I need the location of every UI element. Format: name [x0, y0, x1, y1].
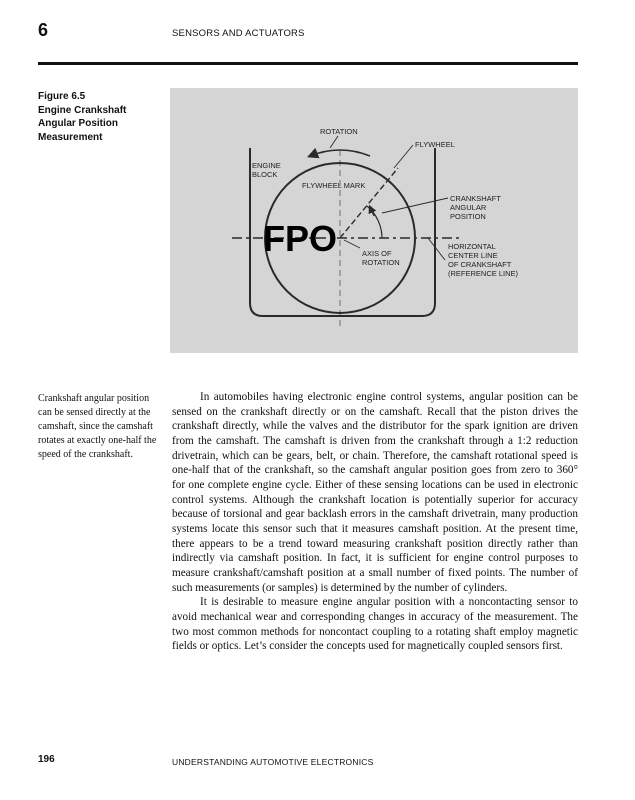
label-flywheel: FLYWHEEL [415, 140, 455, 149]
figure-caption-line: Measurement [38, 131, 103, 143]
margin-note: Crankshaft angular position can be sensed directly at the camshaft, since the camshaft rotates at exactly one-half the speed of the crankshaft. [38, 393, 157, 461]
label-crankshaft-angular-3: POSITION [450, 212, 486, 221]
chapter-number: 6 [38, 20, 49, 40]
label-horizontal-1: HORIZONTAL [448, 242, 496, 251]
label-horizontal-2: CENTER LINE [448, 251, 498, 260]
label-crankshaft-angular-1: CRANKSHAFT [450, 194, 501, 203]
body-text [172, 390, 578, 654]
running-foot: UNDERSTANDING AUTOMOTIVE ELECTRONICS [172, 757, 374, 767]
running-head: SENSORS AND ACTUATORS [172, 28, 305, 39]
label-horizontal-3: OF CRANKSHAFT [448, 260, 512, 269]
figure-caption-line: Engine Crankshaft [38, 104, 127, 116]
fpo-placeholder: FPO [263, 218, 338, 259]
crankshaft-figure [170, 88, 578, 353]
label-axis-1: AXIS OF [362, 249, 392, 258]
body-paragraph: It is desirable to measure engine angular position with a noncontacting sensor to avoid mechanical wear and corresponding changes in accuracy of the measurement. The two most common methods for noncontact coupling to a rotating shaft employ magnetic fields or optics. Let’s consider the concepts used for magnetically coupled sensors first. [172, 596, 578, 653]
figure-caption-line: Figure 6.5 [38, 91, 86, 102]
label-engine-block-2: BLOCK [252, 170, 278, 179]
page-number: 196 [38, 754, 55, 765]
figure-caption-line: Angular Position [38, 118, 118, 129]
label-engine-block-1: ENGINE [252, 161, 281, 170]
header-rule [38, 62, 578, 65]
label-flywheel-mark: FLYWHEEL MARK [302, 181, 366, 190]
body-paragraph: In automobiles having electronic engine control systems, angular position can be sensed on the crankshaft directly or on the camshaft. Recall that the piston drives the crankshaft directly, while the valves and the distributor for the spark ignition are driven from the camshaft. The camshaft is driven from the crankshaft through a 1:2 reduction drivetrain, which can be gears, belt, or chain. Therefore, the camshaft rotational speed is one-half that of the crankshaft, so the camshaft angular position goes from zero to 360° for one complete engine cycle. Either of these sensing locations can be used in electronic control systems. Although the crankshaft location is potentially superior for accuracy because of torsional and gear backlash errors in the camshaft drivetrain, many production systems locate this sensor such that it measures camshaft position. At the present time, there appears to be a trend toward measuring crankshaft position directly rather than indirectly via camshaft position. In fact, it is sufficient for engine control purposes to measure crankshaft/camshaft position at a small number of fixed points. The number of such measurements (or samples) is determined by the number of cylinders. [172, 391, 578, 594]
crankshaft-diagram [170, 88, 578, 353]
label-crankshaft-angular-2: ANGULAR [450, 203, 487, 212]
label-horizontal-4: (REFERENCE LINE) [448, 269, 519, 278]
label-axis-2: ROTATION [362, 258, 400, 267]
figure-caption [38, 90, 163, 144]
label-rotation: ROTATION [320, 127, 358, 136]
